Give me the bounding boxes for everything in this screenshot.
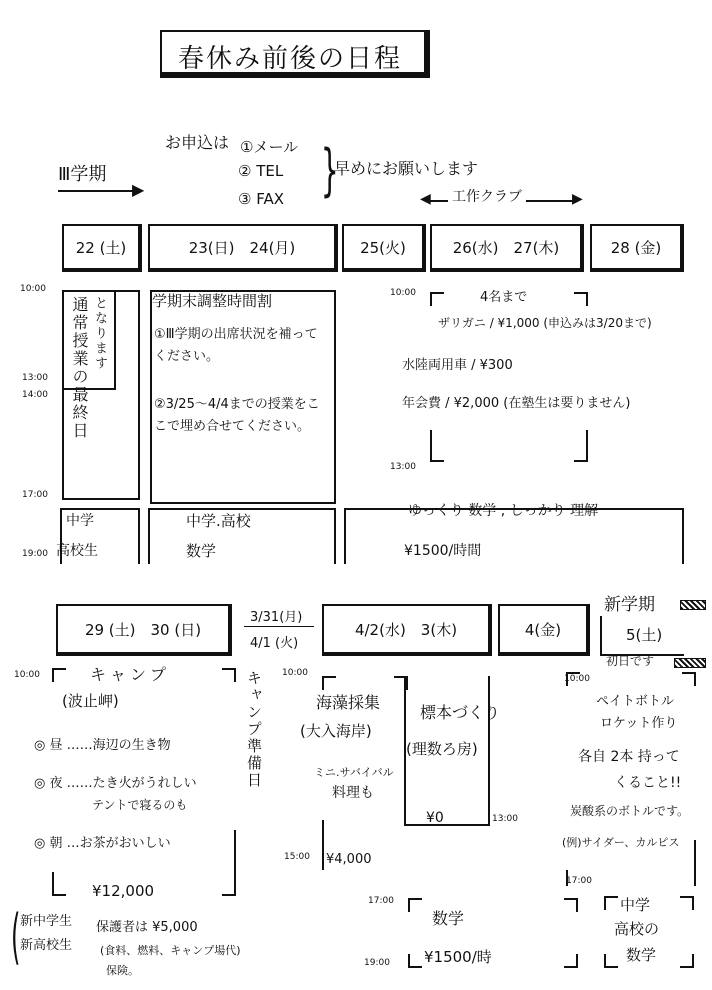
eve-col3-b: ¥1500/時間 — [404, 543, 482, 559]
hs-corner-tl — [604, 896, 618, 910]
club-corner-tr — [574, 292, 588, 306]
time-1900: 19:00 — [22, 549, 48, 559]
camp-corner-tl — [52, 668, 66, 682]
spec-price: ¥0 — [426, 810, 444, 826]
day-4-4: 4(金) — [498, 604, 590, 656]
camp-corner-br — [222, 830, 236, 896]
club-corner-bl — [430, 430, 444, 462]
bottle-left-line — [566, 870, 568, 886]
club-arrow-left: ◀ — [420, 191, 431, 207]
math-corner-tr — [564, 898, 578, 912]
page-title: 春休み前後の日程 — [178, 44, 403, 74]
camp-title: キャンプ — [90, 665, 171, 684]
time-1700: 17:00 — [22, 490, 48, 500]
last-day-text: 通常授業の最終日 — [70, 296, 89, 440]
sea-title1: 海藻採集 — [316, 693, 381, 712]
bottle-line2: ロケット作り — [600, 716, 678, 731]
hs-corner-br — [680, 954, 694, 968]
eve-col3-a: ゆっくり 数学 , しっかり 理解 — [408, 503, 599, 519]
day-23-24: 23(日) 24(月) — [148, 224, 338, 272]
sea-sub2: 料理も — [332, 785, 374, 801]
apply-method-1: ①メール — [240, 138, 299, 156]
spec-title: 標本づくり — [420, 703, 501, 722]
time-w2-1700b: 17:00 — [368, 896, 394, 906]
time-1300: 13:00 — [22, 373, 48, 383]
last-day-note: となります — [92, 296, 107, 371]
sea-corner-tl — [322, 676, 336, 690]
apply-note: 早めにお願いします — [334, 159, 479, 178]
eve-col1-b: 高校生 — [56, 543, 98, 559]
spec-sub: (理数ろ房) — [406, 740, 478, 758]
bottle-corner-tl — [566, 672, 580, 686]
time-w2-1500: 15:00 — [284, 852, 310, 862]
time-w2-1700a: 17:00 — [566, 876, 592, 886]
guardian-2: (食料、燃料、キャンプ場代) — [100, 944, 241, 957]
term3-arrow-head: ▶ — [132, 180, 145, 199]
time-w2-1000a: 10:00 — [14, 670, 40, 680]
hs-2: 高校の — [614, 920, 660, 938]
camp-place: (波止岬) — [62, 692, 119, 710]
time-1400: 14:00 — [22, 390, 48, 400]
time-1300b: 13:00 — [390, 462, 416, 472]
first-day: 初日です — [606, 654, 655, 668]
math-label: 数学 — [432, 909, 465, 928]
adjust-item2: ②3/25～4/4までの授業をここで埋め合せてください。 — [154, 397, 320, 434]
club-corner-tl — [430, 292, 444, 306]
sea-sub1: ミニ.サバイバル — [314, 766, 394, 779]
camp-night1: ◎ 夜 ……たき火がうれしい — [34, 776, 197, 791]
camp-prep: キャンプ準備日 — [245, 670, 263, 789]
bottle-line4: くること!! — [614, 775, 682, 791]
eve-col2-a: 中学.高校 — [186, 512, 251, 530]
day-4-5: 5(土) — [626, 626, 663, 644]
day-28: 28 (金) — [590, 224, 684, 272]
eve-col1-a: 中学 — [66, 513, 94, 529]
sea-title2: (大入海岸) — [300, 722, 372, 740]
apply-title: お申込は — [165, 133, 230, 152]
newstud-2: 新高校生 — [20, 938, 73, 953]
eve-col2-b: 数学 — [186, 542, 217, 560]
time-1000: 10:00 — [20, 284, 46, 294]
club-corner-br — [574, 430, 588, 462]
camp-corner-bl — [52, 872, 66, 896]
time-w2-1000c: 10:00 — [564, 674, 590, 684]
adjust-title: 学期末調整時間割 — [152, 292, 273, 310]
day-4-2-3: 4/2(水) 3(木) — [322, 604, 492, 656]
day-22: 22 (土) — [62, 224, 142, 272]
day-3-31: 3/31(月) — [250, 610, 303, 625]
newstud-bracket: ( — [11, 902, 21, 972]
bottle-line5: 炭酸系のボトルです。 — [570, 804, 690, 818]
new-term-arrow — [680, 600, 706, 610]
apply-method-2: ② TEL — [238, 162, 284, 180]
first-day-arrow — [674, 658, 706, 668]
guardian-1: 保護者は ¥5,000 — [96, 920, 198, 935]
day-26-27: 26(水) 27(木) — [430, 224, 584, 272]
hs-3: 数学 — [626, 946, 657, 964]
day-4-1: 4/1 (火) — [250, 636, 299, 651]
newstud-1: 新中学生 — [20, 914, 73, 929]
time-1000b: 10:00 — [390, 288, 416, 298]
bottle-line6: (例)サイダー、カルピス — [562, 836, 680, 849]
hs-corner-bl — [604, 954, 618, 968]
guardian-3: 保険。 — [106, 964, 139, 977]
term3-label: Ⅲ学期 — [58, 164, 107, 185]
time-w2-1000b: 10:00 — [282, 668, 308, 678]
camp-noon: ◎ 昼 ……海辺の生き物 — [34, 738, 171, 753]
club-line1: ザリガニ / ¥1,000 (申込みは3/20まで) — [438, 316, 652, 330]
day-25: 25(火) — [342, 224, 426, 272]
club-line3: 年会費 / ¥2,000 (在塾生は要りません) — [402, 396, 631, 411]
new-term: 新学期 — [604, 595, 655, 615]
math-corner-br — [564, 954, 578, 968]
time-w2-1900: 19:00 — [364, 958, 390, 968]
math-corner-bl — [408, 954, 422, 968]
camp-price: ¥12,000 — [92, 882, 155, 900]
club-line2: 水陸両用車 / ¥300 — [402, 358, 513, 373]
term3-arrow-line — [58, 190, 138, 192]
time-w2-1300: 13:00 — [492, 814, 518, 824]
hs-1: 中学 — [620, 896, 651, 914]
camp-corner-tr — [222, 668, 236, 682]
sea-left-line — [322, 820, 324, 870]
club-arrow-right: ▶ — [572, 191, 583, 207]
club-capacity: 4名まで — [480, 290, 528, 305]
club-label: 工作クラブ — [448, 186, 526, 206]
camp-night2: テントで寝るのも — [92, 798, 188, 812]
apply-brace: } — [320, 138, 339, 203]
bottle-right-line — [694, 840, 696, 886]
bottle-line1: ペイトボトル — [596, 694, 675, 709]
day-29-30: 29 (土) 30 (日) — [56, 604, 232, 656]
sea-price: ¥4,000 — [326, 852, 372, 867]
hs-corner-tr — [680, 896, 694, 910]
math-price: ¥1500/時 — [424, 948, 492, 966]
math-corner-tl — [408, 898, 422, 912]
camp-morning: ◎ 朝 …お茶がおいしい — [34, 836, 171, 851]
bottle-corner-tr — [682, 672, 696, 686]
apply-method-3: ③ FAX — [238, 190, 285, 208]
adjust-item1: ①Ⅲ学期の出席状況を補ってください。 — [154, 327, 318, 364]
bottle-line3: 各自 2本 持って — [578, 749, 680, 765]
day-31-divider — [244, 626, 314, 627]
